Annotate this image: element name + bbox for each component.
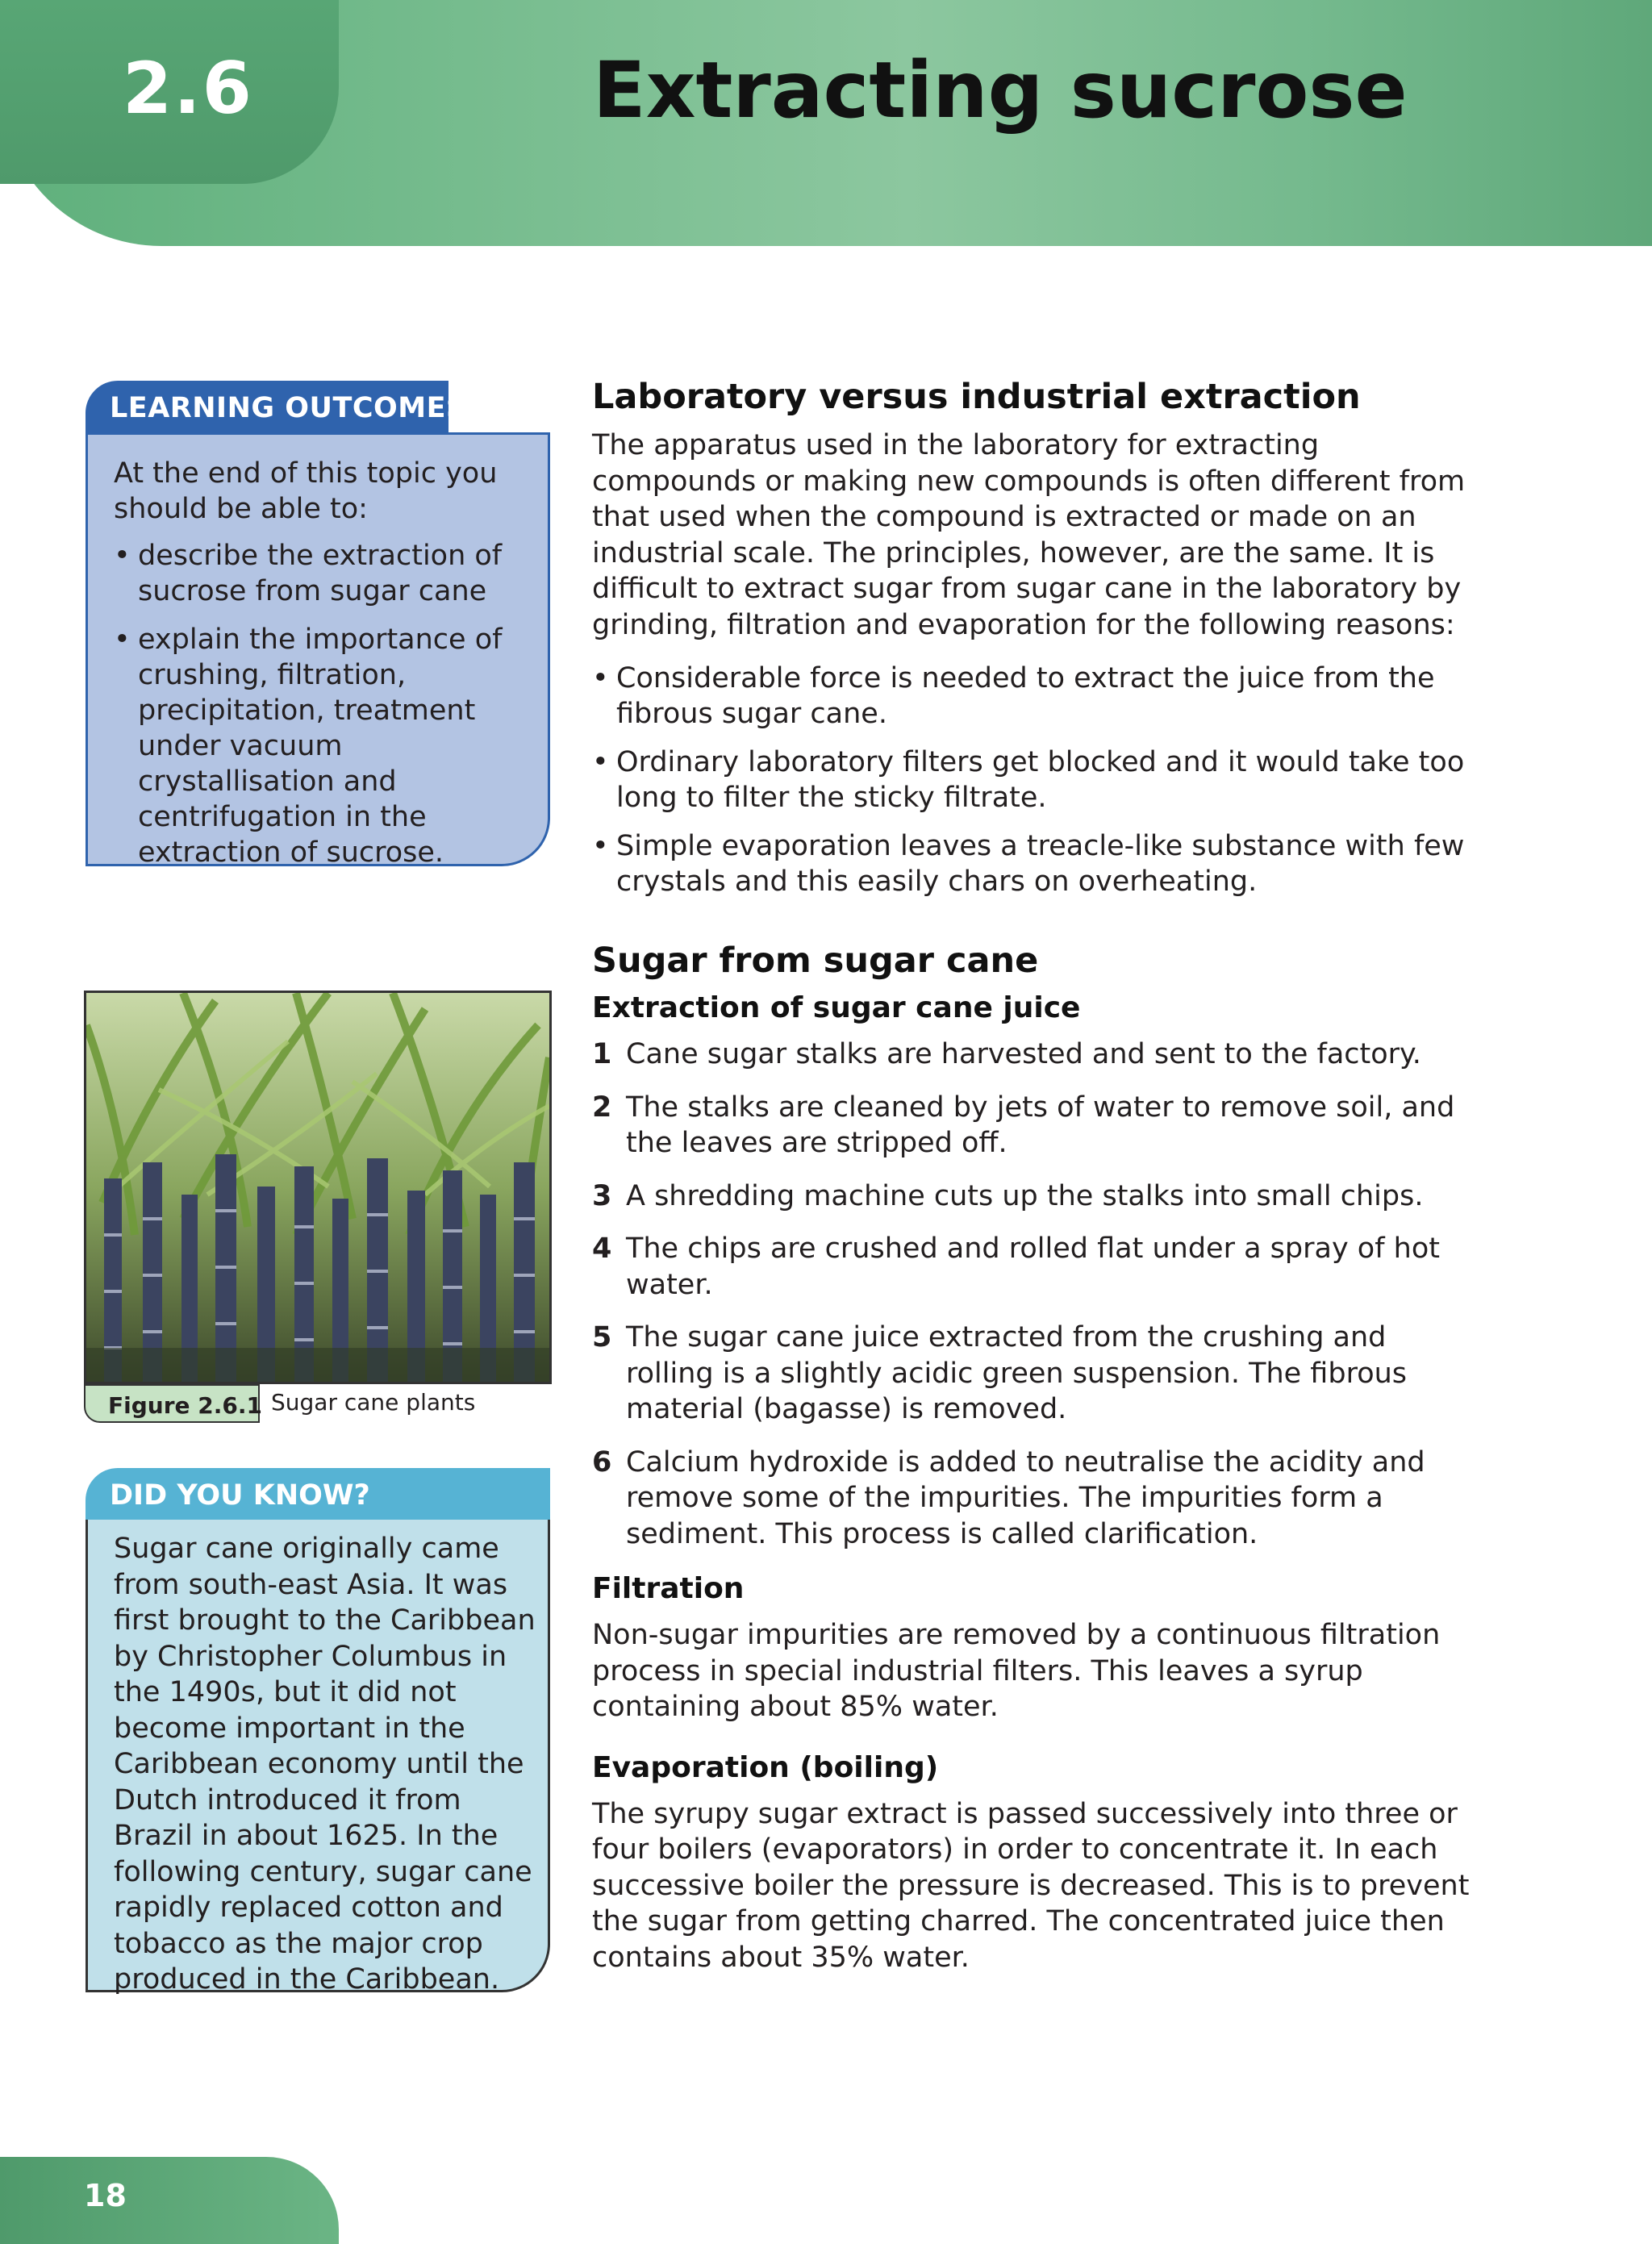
- learning-outcomes-intro: At the end of this topic you should be able to:: [114, 457, 498, 525]
- list-item: [592, 1445, 1479, 1553]
- list-item: • Considerable force is needed to extract the juice from the fibrous sugar cane.: [592, 661, 1479, 732]
- footer-tab: [0, 2157, 339, 2244]
- step-number: 5: [592, 1321, 612, 1353]
- list-item: • explain the importance of crushing, filtration, precipitation, treatment under vacuum crystallisation and centrifugation in the extraction of sucrose.: [114, 622, 537, 870]
- figure-label-box: [84, 1384, 260, 1423]
- list-item: [592, 1178, 1479, 1215]
- step-number: 3: [592, 1179, 612, 1212]
- list-item: [592, 1036, 1479, 1073]
- step-text: Calcium hydroxide is added to neutralise the acidity and remove some of the impurities. The impurities form a sediment. This process is called clarification.: [626, 1445, 1425, 1550]
- lab-section-paragraph: The apparatus used in the laboratory for extracting compounds or making new compounds is often different from that used when the compound is extracted or made on an industrial scale. The principles, however, are the same. It is difficult to extract sugar from sugar cane in the laboratory by grinding, filtration and evaporation for the following reasons:: [592, 429, 1466, 641]
- evaporation-heading: Evaporation (boiling): [592, 1750, 939, 1784]
- sugar-cane-photo: [84, 991, 552, 1384]
- filtration-text: Non-sugar impurities are removed by a continuous filtration process in special industrial filters. This leaves a syrup containing about 85% water.: [592, 1619, 1441, 1723]
- learning-outcomes-list: [114, 538, 537, 883]
- learning-outcomes-box: [86, 432, 550, 869]
- sugar-section-heading: Sugar from sugar cane: [592, 941, 1039, 981]
- step-text: Cane sugar stalks are harvested and sent to the factory.: [626, 1038, 1421, 1070]
- did-you-know-tab: [86, 1468, 550, 1521]
- page-title: Extracting sucrose: [593, 45, 1408, 136]
- filtration-heading: Filtration: [592, 1572, 745, 1605]
- list-item: [592, 1231, 1479, 1303]
- step-text: The sugar cane juice extracted from the crushing and rolling is a slightly acidic green suspension. The fibrous material (bagasse) is removed.: [626, 1321, 1408, 1425]
- step-text: The stalks are cleaned by jets of water to remove soil, and the leaves are stripped off.: [626, 1091, 1455, 1159]
- page-number: 18: [84, 2178, 127, 2213]
- section-number: 2.6: [123, 47, 253, 130]
- did-you-know-text: Sugar cane originally came from south-east Asia. It was first brought to the Caribbean by Christopher Columbus in the 1490s, but it did not become important in the Caribbean economy until the Dutch introduced it from Brazil in about 1625. In the following century, sugar cane rapidly replaced cotton and tobacco as the major crop produced in the Caribbean.: [114, 1533, 536, 1996]
- step-number: 1: [592, 1038, 612, 1070]
- did-you-know-box: [86, 1520, 550, 1996]
- step-text: A shredding machine cuts up the stalks into small chips.: [626, 1179, 1424, 1212]
- list-item: • Ordinary laboratory filters get blocked and it would take too long to filter the sticky filtrate.: [592, 745, 1479, 815]
- step-number: 6: [592, 1445, 612, 1479]
- step-number: 2: [592, 1091, 612, 1124]
- extraction-subheading: Extraction of sugar cane juice: [592, 991, 1081, 1024]
- did-you-know-heading: DID YOU KNOW?: [110, 1479, 370, 1512]
- figure-caption: Sugar cane plants: [271, 1389, 476, 1416]
- step-number: 4: [592, 1233, 612, 1265]
- learning-outcomes-heading: LEARNING OUTCOMES: [110, 392, 467, 424]
- learning-outcomes-tab: [86, 381, 467, 434]
- list-item: • describe the extraction of sucrose from sugar cane: [114, 538, 537, 609]
- step-text: The chips are crushed and rolled flat under a spray of hot water.: [626, 1233, 1440, 1301]
- main-content: [592, 373, 1479, 1975]
- list-item: [592, 1090, 1479, 1162]
- evaporation-text: The syrupy sugar extract is passed successively into three or four boilers (evaporators) in order to concentrate it. In each successive boiler the pressure is decreased. This is to prevent the sugar from getting charred. The concentrated juice then contains about 35% water.: [592, 1797, 1470, 1974]
- figure-label: Figure 2.6.1: [108, 1392, 262, 1419]
- list-item: [592, 1320, 1479, 1428]
- list-item: • Simple evaporation leaves a treacle-like substance with few crystals and this easily chars on overheating.: [592, 828, 1479, 899]
- lab-section-heading: Laboratory versus industrial extraction: [592, 377, 1361, 417]
- lab-reasons-list: [592, 661, 1479, 899]
- extraction-steps-list: [592, 1036, 1479, 1552]
